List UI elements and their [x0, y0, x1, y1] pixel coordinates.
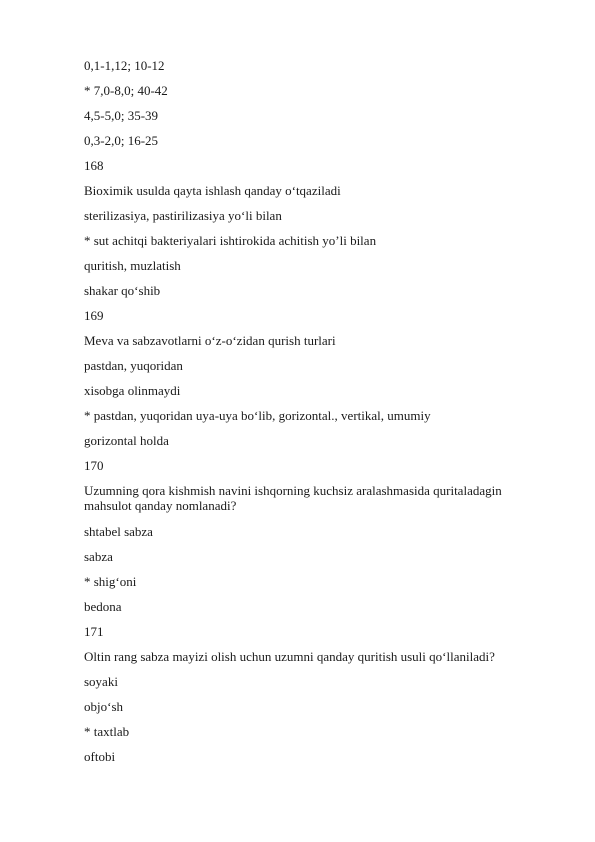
answer-option: 4,5-5,0; 35-39 [84, 108, 159, 123]
answer-option: 0,1-1,12; 10-12 [84, 58, 165, 73]
correct-answer-option: * taxtlab [84, 724, 130, 739]
question-number: 171 [84, 624, 104, 639]
answer-option: shakar qo‘shib [84, 283, 161, 298]
answer-option: bedona [84, 599, 122, 614]
question-number: 169 [84, 308, 104, 323]
answer-option: objo‘sh [84, 699, 123, 714]
question-text: Oltin rang sabza mayizi olish uchun uzumni qanday quritish usuli qo‘llaniladi? [84, 649, 495, 664]
answer-option: oftobi [84, 749, 116, 764]
correct-answer-option: * 7,0-8,0; 40-42 [84, 83, 168, 98]
answer-option: shtabel sabza [84, 524, 153, 539]
question-number: 170 [84, 458, 104, 473]
question-text: Meva va sabzavotlarni o‘z-o‘zidan qurish turlari [84, 333, 336, 348]
question-text: Bioximik usulda qayta ishlash qanday o‘tqaziladi [84, 183, 341, 198]
correct-answer-option: * pastdan, yuqoridan uya-uya bo‘lib, gorizontal., vertikal, umumiy [84, 408, 431, 423]
answer-option: quritish, muzlatish [84, 258, 181, 273]
question-number: 168 [84, 158, 104, 173]
answer-option: sabza [84, 549, 113, 564]
question-text: Uzumning qora kishmish navini ishqorning kuchsiz aralashmasida quritaladagin mahsulot qanday nomlanadi? [84, 483, 502, 513]
answer-option: gorizontal holda [84, 433, 169, 448]
correct-answer-option: * shig‘oni [84, 574, 137, 589]
correct-answer-option: * sut achitqi bakteriyalari ishtirokida achitish yo’li bilan [84, 233, 377, 248]
answer-option: 0,3-2,0; 16-25 [84, 133, 159, 148]
answer-option: sterilizasiya, pastirilizasiya yo‘li bilan [84, 208, 282, 223]
answer-option: xisobga olinmaydi [84, 383, 181, 398]
answer-option: pastdan, yuqoridan [84, 358, 183, 373]
answer-option: soyaki [84, 674, 118, 689]
